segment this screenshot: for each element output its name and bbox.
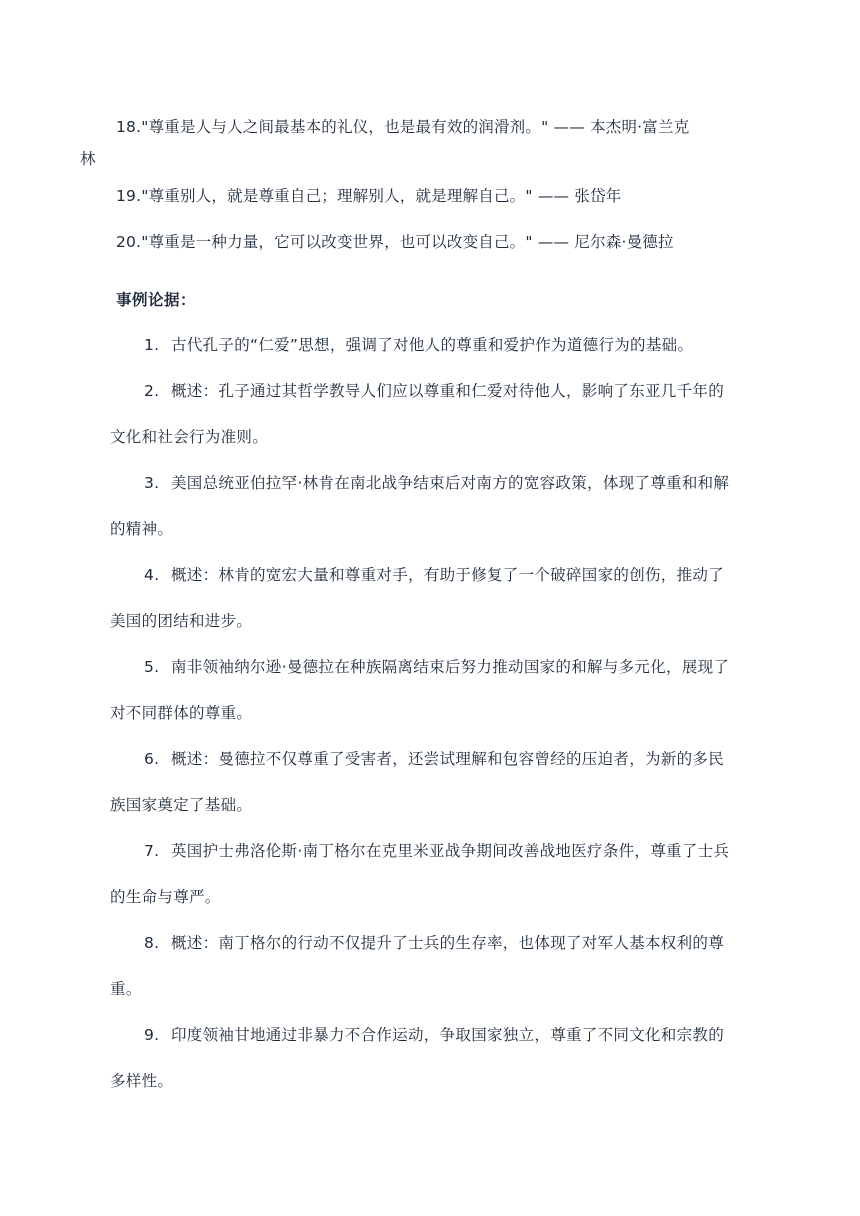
list-item-line (110, 565, 790, 585)
list-item-line: 美国的团结和进步。 (110, 612, 253, 630)
list-item-7 (110, 841, 790, 907)
quote-19: 19."尊重别人，就是尊重自己；理解别人，就是理解自己。" —— 张岱年 (116, 187, 622, 205)
list-item-line: 对不同群体的尊重。 (110, 704, 253, 722)
list-text: 概述：孔子通过其哲学教导人们应以尊重和仁爱对待他人，影响了东亚几千年的 (171, 382, 725, 400)
list-text: 南非领袖纳尔逊·曼德拉在种族隔离结束后努力推动国家的和解与多元化，展现了 (171, 658, 730, 676)
list-item-5 (110, 657, 790, 723)
list-item-line: 的生命与尊严。 (110, 888, 221, 906)
list-item-line (110, 841, 790, 861)
list-item-line: 的精神。 (110, 520, 174, 538)
list-item-3 (110, 473, 790, 539)
quote-18-continuation: 林 (80, 150, 96, 168)
list-item-6 (110, 749, 790, 815)
list-text: 英国护士弗洛伦斯·南丁格尔在克里米亚战争期间改善战地医疗条件，尊重了士兵 (171, 842, 730, 860)
list-item-line: 族国家奠定了基础。 (110, 796, 253, 814)
list-text: 印度领袖甘地通过非暴力不合作运动，争取国家独立，尊重了不同文化和宗教的 (171, 1026, 725, 1044)
list-item-line (110, 1025, 790, 1045)
list-number: 2. (144, 382, 160, 400)
list-text: 美国总统亚伯拉罕·林肯在南北战争结束后对南方的宽容政策，体现了尊重和和解 (171, 474, 730, 492)
list-item-line (110, 749, 790, 769)
list-item-line: 重。 (110, 980, 142, 998)
list-item-9 (110, 1025, 790, 1091)
list-item-4 (110, 565, 790, 631)
list-text: 古代孔子的“仁爱”思想，强调了对他人的尊重和爱护作为道德行为的基础。 (171, 336, 694, 354)
list-number: 1. (144, 336, 160, 354)
list-item-2 (110, 381, 790, 447)
list-text: 概述：南丁格尔的行动不仅提升了士兵的生存率，也体现了对军人基本权利的尊 (171, 934, 725, 952)
list-number: 5. (144, 658, 160, 676)
list-item-line (110, 335, 790, 355)
section-heading-examples: 事例论据： (116, 291, 197, 309)
list-item-line (110, 473, 790, 493)
quote-18: 18."尊重是人与人之间最基本的礼仪，也是最有效的润滑剂。" —— 本杰明·富兰克 (116, 118, 690, 136)
list-item-line (110, 381, 790, 401)
list-number: 6. (144, 750, 160, 768)
list-item-line (110, 933, 790, 953)
quote-20: 20."尊重是一种力量，它可以改变世界，也可以改变自己。" —— 尼尔森·曼德拉 (116, 233, 674, 251)
list-item-line (110, 657, 790, 677)
list-number: 9. (144, 1026, 160, 1044)
list-item-line: 多样性。 (110, 1072, 174, 1090)
list-item-1 (110, 335, 790, 355)
list-number: 8. (144, 934, 160, 952)
list-number: 3. (144, 474, 160, 492)
list-item-line: 文化和社会行为准则。 (110, 428, 269, 446)
list-text: 概述：曼德拉不仅尊重了受害者，还尝试理解和包容曾经的压迫者，为新的多民 (171, 750, 725, 768)
list-number: 7. (144, 842, 160, 860)
list-number: 4. (144, 566, 160, 584)
list-text: 概述：林肯的宽宏大量和尊重对手，有助于修复了一个破碎国家的创伤，推动了 (171, 566, 725, 584)
list-item-8 (110, 933, 790, 999)
